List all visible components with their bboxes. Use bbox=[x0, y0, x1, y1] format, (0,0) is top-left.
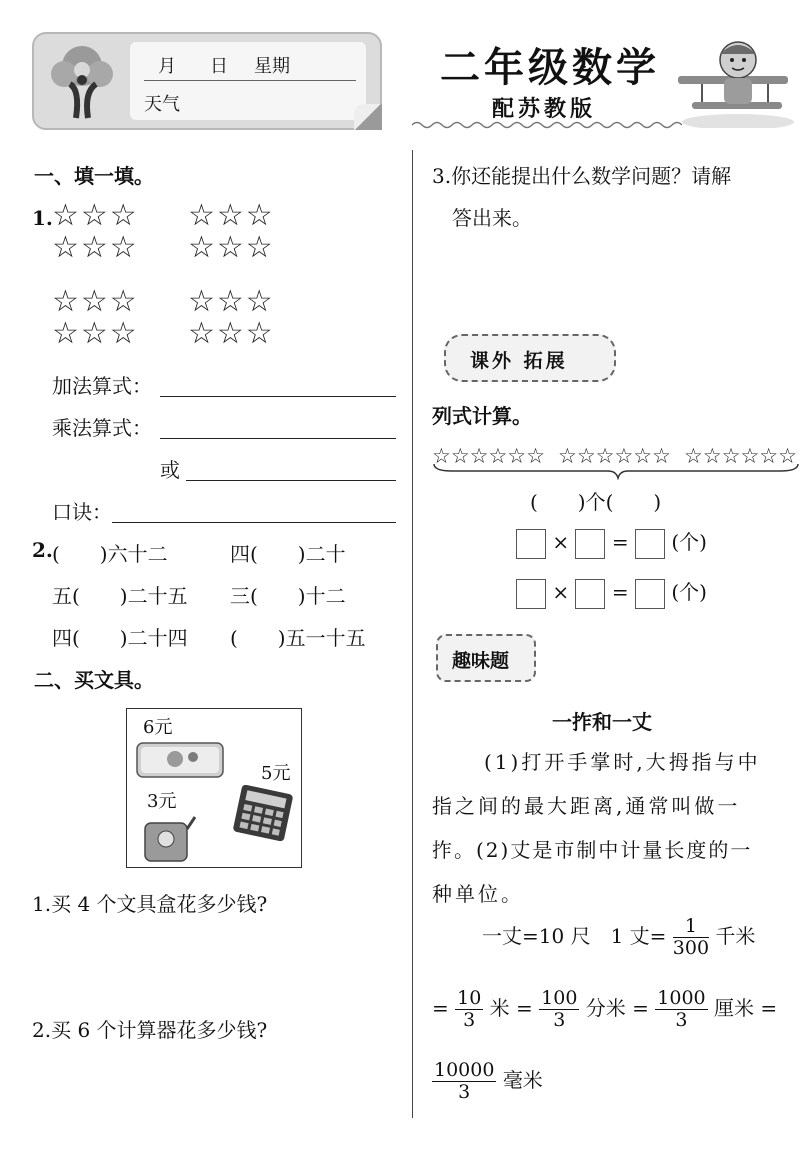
multiplication-answer-line[interactable] bbox=[160, 438, 396, 439]
star-group: ☆☆☆☆☆☆ bbox=[684, 444, 797, 468]
equals-sign: = bbox=[760, 995, 778, 1020]
times-sign: × bbox=[552, 580, 570, 604]
date-month-label: 月 bbox=[158, 56, 176, 77]
paragraph-line: 指之间的最大距离,通常叫做一 bbox=[432, 794, 741, 818]
column-divider bbox=[412, 150, 413, 1118]
calculator-icon bbox=[231, 785, 295, 841]
star-row: ☆☆☆ bbox=[52, 316, 139, 351]
star-row: ☆☆☆ bbox=[188, 316, 275, 351]
section2-title: 二、买文具。 bbox=[34, 668, 154, 692]
pencil-box-price: 6元 bbox=[143, 717, 173, 738]
list-calc-title: 列式计算。 bbox=[432, 404, 532, 428]
page-curl bbox=[354, 104, 382, 130]
date-day-label: 日 bbox=[210, 56, 228, 77]
unit-label: (个) bbox=[671, 580, 707, 604]
pencil-box-icon bbox=[135, 737, 227, 781]
fraction: $\frac{100}{3}$ bbox=[541, 987, 578, 1031]
section1-title: 一、填一填。 bbox=[34, 164, 154, 188]
multiplication-label: 乘法算式： bbox=[52, 416, 152, 440]
star-group: ☆☆☆☆☆☆ bbox=[558, 444, 671, 468]
star-group bbox=[188, 200, 275, 264]
answer-box[interactable] bbox=[635, 579, 665, 609]
conversion-line-2 bbox=[432, 988, 777, 1031]
unit-label: (个) bbox=[671, 530, 707, 554]
q1-number: 1. bbox=[32, 206, 53, 230]
edition-label: 配苏教版 bbox=[492, 97, 597, 122]
q2-item: 四( )二十四 bbox=[52, 626, 188, 650]
times-sign: × bbox=[552, 530, 570, 554]
multiplication-equation bbox=[516, 526, 707, 559]
q2-2-question: 2.买 6 个计算器花多少钱? bbox=[32, 1018, 268, 1042]
rhyme-answer-line[interactable] bbox=[112, 522, 396, 523]
star-row: ☆☆☆ bbox=[52, 284, 139, 319]
stationery-picture bbox=[126, 708, 302, 868]
equals-sign: = bbox=[632, 995, 649, 1020]
fun-badge-label: 趣味题 bbox=[452, 650, 510, 672]
unit-label: 毫米 bbox=[502, 1067, 543, 1092]
star-row: ☆☆☆ bbox=[52, 198, 139, 233]
sharpener-price: 3元 bbox=[147, 791, 177, 812]
multiplication-alt-answer-line[interactable] bbox=[186, 480, 396, 481]
subject-title: 二年级数学 bbox=[440, 45, 660, 91]
addition-answer-line[interactable] bbox=[160, 396, 396, 397]
unit-label: 厘米 bbox=[713, 995, 754, 1020]
fraction: $\frac{10}{3}$ bbox=[457, 987, 482, 1031]
answer-box[interactable] bbox=[635, 529, 665, 559]
weather-label: 天气 bbox=[144, 94, 180, 115]
fun-title: 一拃和一丈 bbox=[552, 710, 652, 734]
q2-item: 四( )二十 bbox=[230, 542, 346, 566]
grouping-brace bbox=[432, 462, 800, 480]
date-weekday-label: 星期 bbox=[254, 56, 290, 77]
star-row: ☆☆☆ bbox=[188, 230, 275, 265]
star-group: ☆☆☆☆☆☆ bbox=[432, 444, 545, 468]
q2-number: 2. bbox=[32, 538, 53, 562]
extension-badge bbox=[444, 334, 616, 382]
star-row: ☆☆☆ bbox=[188, 198, 275, 233]
date-weather-card bbox=[32, 32, 382, 130]
sharpener-icon bbox=[137, 809, 197, 863]
q3-line2: 答出来。 bbox=[452, 206, 532, 230]
answer-box[interactable] bbox=[575, 579, 605, 609]
q2-1-question: 1.买 4 个文具盒花多少钱? bbox=[32, 892, 268, 916]
star-group bbox=[52, 286, 139, 350]
star-group bbox=[188, 286, 275, 350]
star-group bbox=[52, 200, 139, 264]
answer-box[interactable] bbox=[516, 529, 546, 559]
fraction: $\frac{10000}{3}$ bbox=[434, 1059, 495, 1103]
multiplication-equation bbox=[516, 576, 707, 609]
q2-item: ( )五一十五 bbox=[230, 626, 366, 650]
conversion-line-3 bbox=[432, 1060, 543, 1103]
equals-sign: = bbox=[516, 995, 533, 1020]
star-row: ☆☆☆ bbox=[52, 230, 139, 265]
or-label: 或 bbox=[160, 458, 180, 482]
tree-logo-icon bbox=[40, 40, 124, 120]
q3-line1: 3.你还能提出什么数学问题？请解 bbox=[432, 164, 732, 188]
q2-item: 五( )二十五 bbox=[52, 584, 188, 608]
answer-box[interactable] bbox=[516, 579, 546, 609]
paragraph-line: (1)打开手掌时,大拇指与中 bbox=[484, 750, 761, 774]
extension-badge-label: 课外 拓展 bbox=[470, 350, 568, 372]
q2-item: 三( )十二 bbox=[230, 584, 346, 608]
equals-sign: = bbox=[611, 580, 629, 604]
date-underline bbox=[144, 80, 356, 81]
fraction: $\frac{1000}{3}$ bbox=[657, 987, 706, 1031]
wavy-divider bbox=[412, 120, 682, 130]
yi-zhang-text: 一丈=10 尺 1 丈= bbox=[482, 923, 667, 948]
q2-item: ( )六十二 bbox=[52, 542, 168, 566]
unit-label: 分米 bbox=[585, 995, 626, 1020]
unit-label: 米 bbox=[489, 995, 510, 1020]
answer-box[interactable] bbox=[575, 529, 605, 559]
ge-line: ( )个( ) bbox=[530, 490, 662, 514]
boy-airplane-illustration bbox=[668, 32, 794, 128]
fraction: $\frac{1}{300}$ bbox=[672, 915, 710, 959]
unit-label: 千米 bbox=[715, 923, 756, 948]
fun-badge bbox=[436, 634, 536, 682]
equals-sign: = bbox=[432, 995, 449, 1020]
paragraph-line: 拃。(2)丈是市制中计量长度的一 bbox=[432, 838, 753, 862]
rhyme-label: 口诀： bbox=[52, 500, 112, 524]
star-row: ☆☆☆ bbox=[188, 284, 275, 319]
calculator-price: 5元 bbox=[261, 763, 291, 784]
paragraph-line: 种单位。 bbox=[432, 882, 524, 906]
addition-label: 加法算式： bbox=[52, 374, 152, 398]
conversion-line-1 bbox=[482, 916, 755, 959]
equals-sign: = bbox=[611, 530, 629, 554]
